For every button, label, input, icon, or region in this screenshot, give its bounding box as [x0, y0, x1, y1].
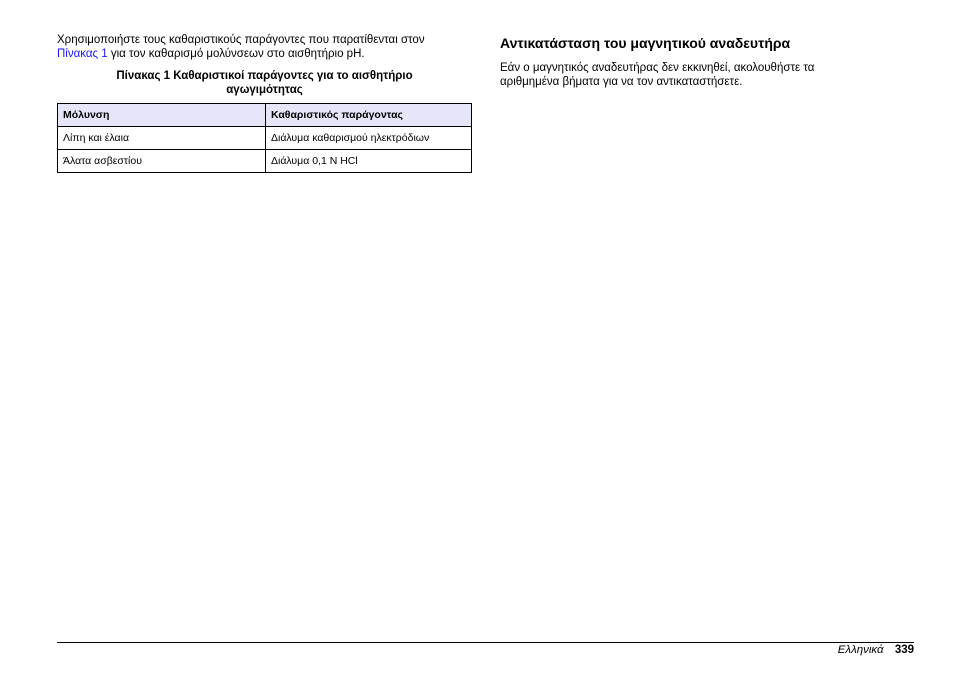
table-row: [58, 150, 472, 173]
table-cell: Διάλυμα 0,1 N HCl: [266, 150, 472, 173]
intro-line-2: για τον καθαρισμό μολύνσεων στο αισθητήριο pH.: [107, 48, 365, 60]
table-caption: [57, 69, 472, 97]
table-caption-line-1: Πίνακας 1 Καθαριστικοί παράγοντες για το αισθητήριο: [116, 70, 413, 82]
section-heading: Αντικατάσταση του μαγνητικού αναδευτήρα: [500, 35, 791, 51]
intro-line-1: Χρησιμοποιήστε τους καθαριστικούς παράγοντες που παρατίθενται στον: [57, 34, 425, 46]
table-cell: Άλατα ασβεστίου: [58, 150, 266, 173]
right-column: [500, 33, 880, 89]
table-row: [58, 127, 472, 150]
footer-language: Ελληνικά: [837, 644, 884, 656]
left-column: [57, 33, 472, 173]
section-paragraph: [500, 61, 880, 89]
intro-paragraph: [57, 33, 472, 61]
table-cell: Λίπη και έλαια: [58, 127, 266, 150]
footer-divider: [57, 642, 914, 643]
section-paragraph-line-2: αριθμημένα βήματα για να τον αντικαταστήσετε.: [500, 76, 743, 88]
cleaning-agents-table: [57, 103, 472, 173]
table-1-link[interactable]: Πίνακας 1: [57, 48, 108, 60]
header-cleaning-agent: Καθαριστικός παράγοντας: [266, 104, 472, 127]
table-header-row: [58, 104, 472, 127]
table-cell: Διάλυμα καθαρισμού ηλεκτρόδιων: [266, 127, 472, 150]
section-paragraph-line-1: Εάν ο μαγνητικός αναδευτήρας δεν εκκινηθεί, ακολουθήστε τα: [500, 62, 815, 74]
header-contamination: Μόλυνση: [58, 104, 266, 127]
page-number: 339: [894, 644, 914, 656]
table-caption-line-2: αγωγιμότητας: [226, 84, 303, 96]
page-footer: [838, 643, 914, 657]
